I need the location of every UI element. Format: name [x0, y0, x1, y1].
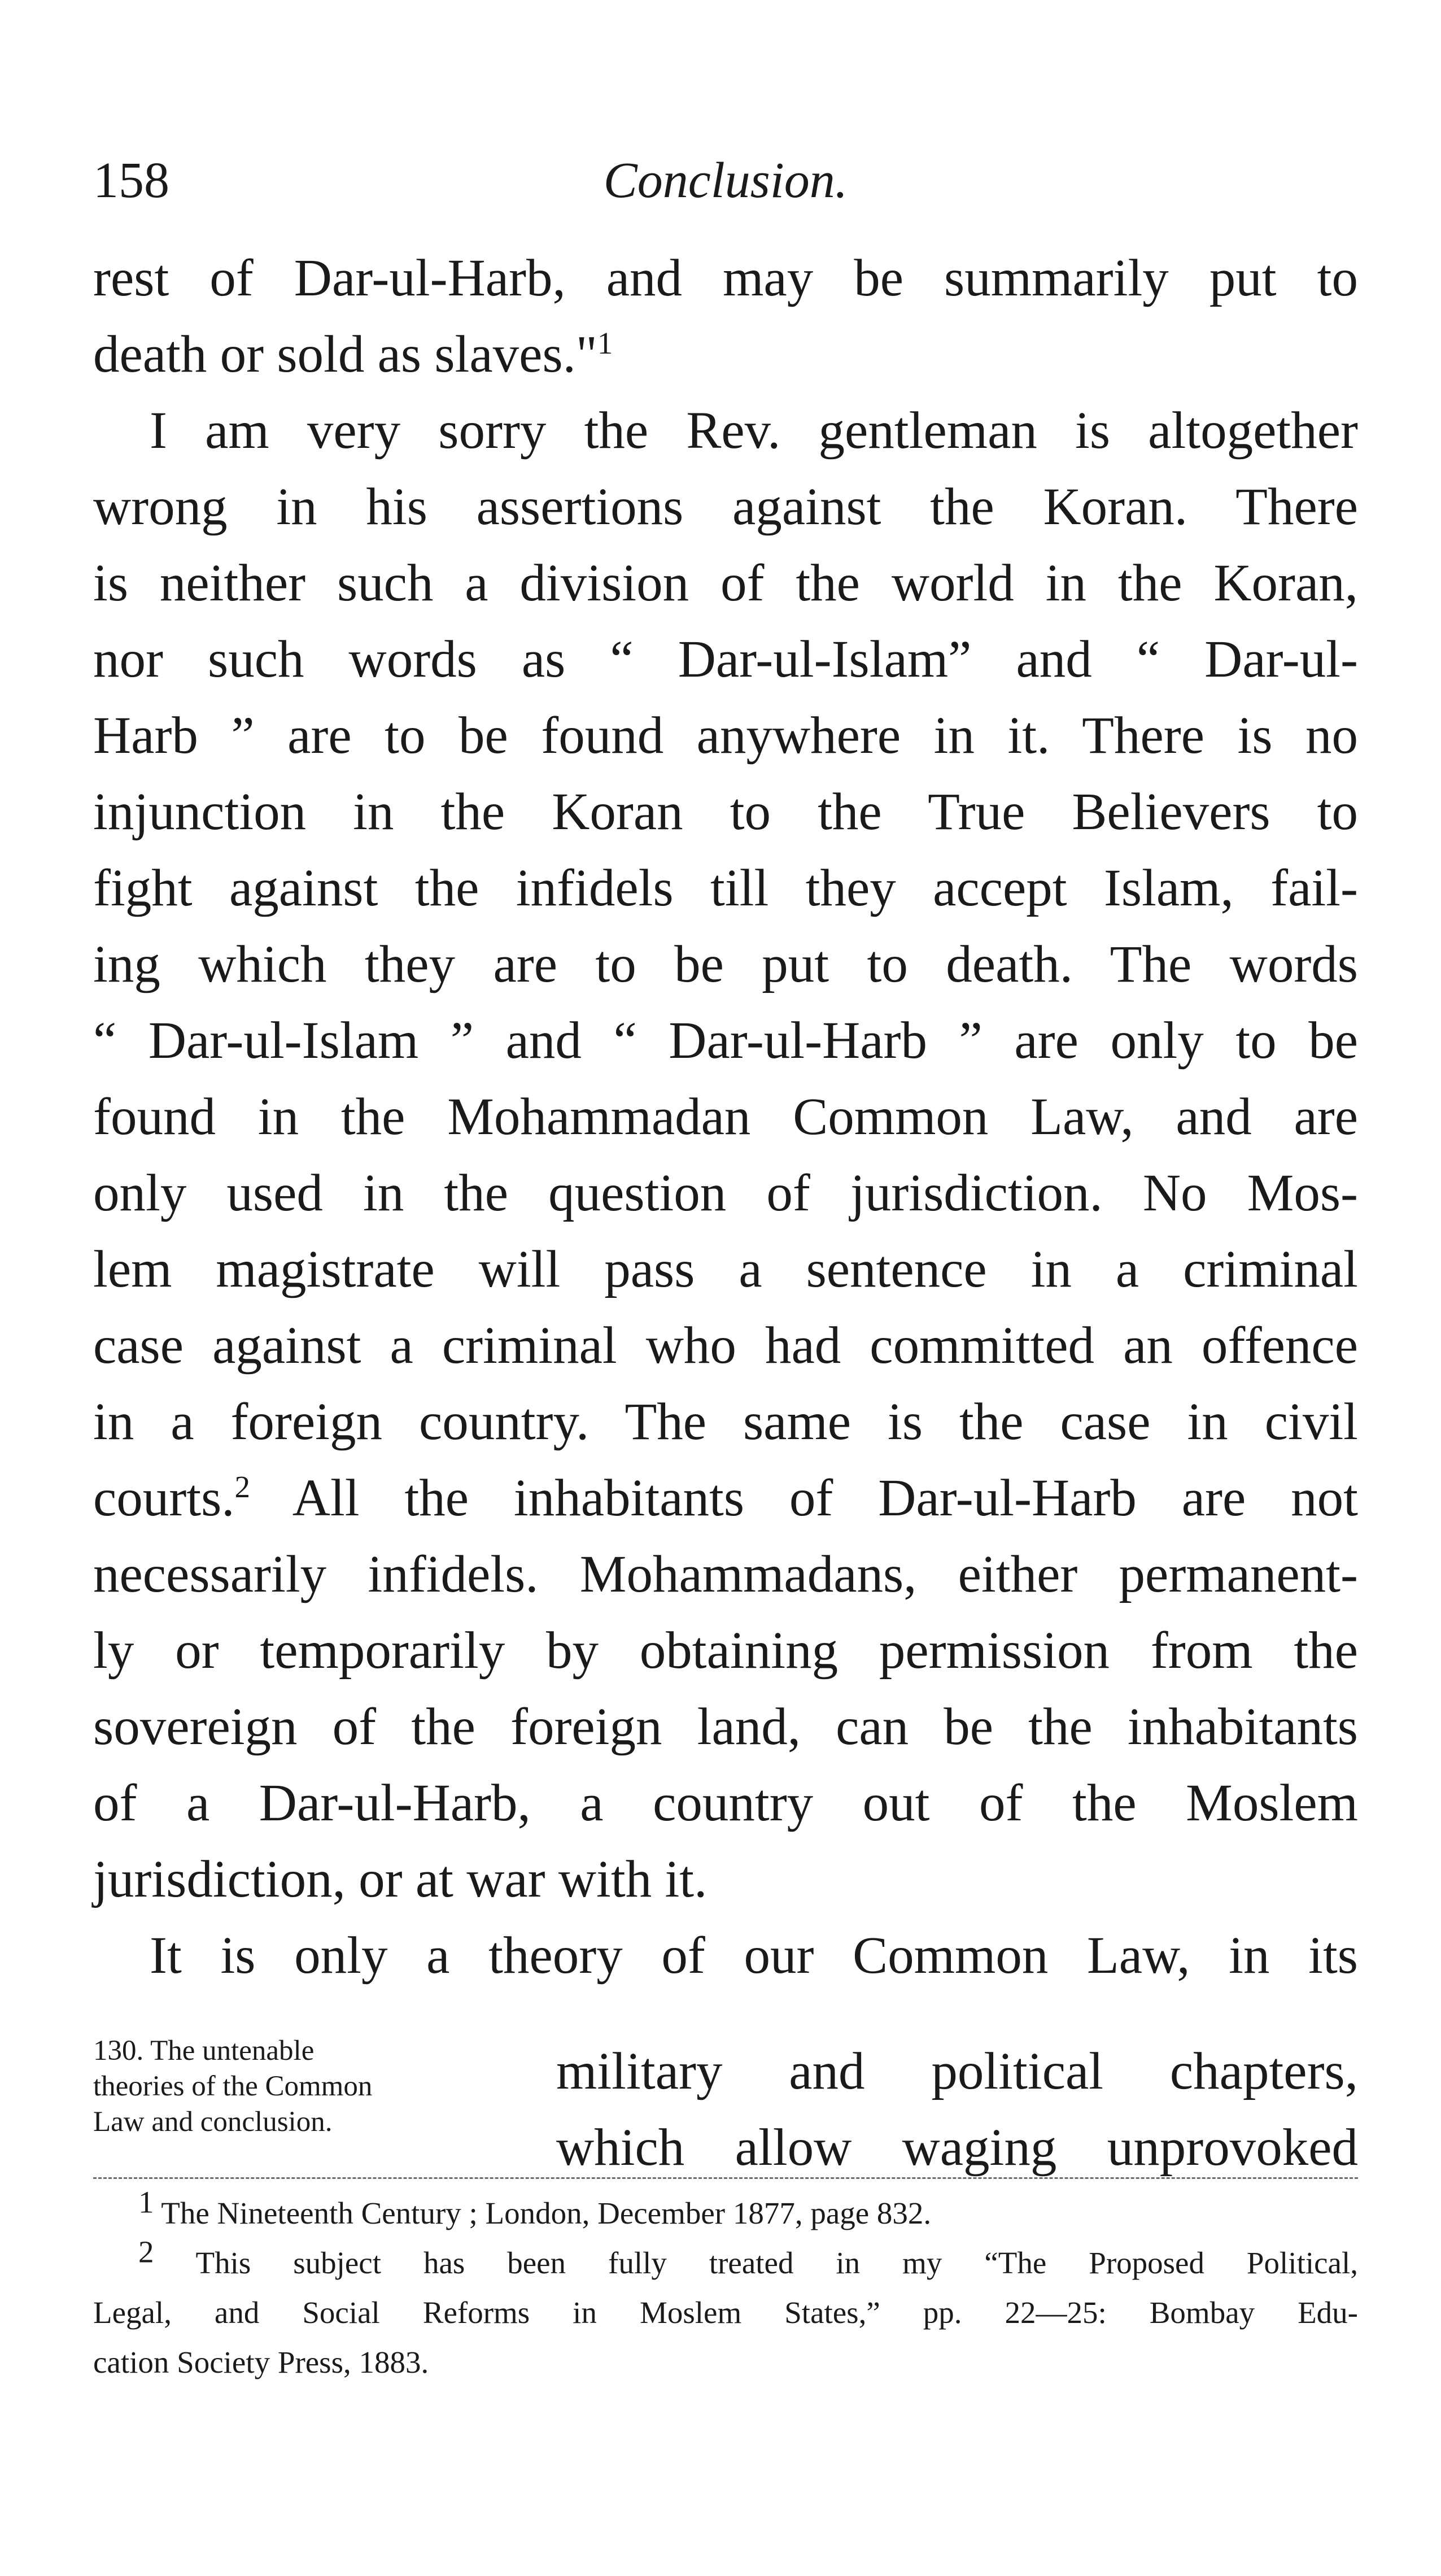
- footnote-line: cation Society Press, 1883.: [93, 2345, 429, 2379]
- text-line: in a foreign country. The same is the case in civil: [93, 1393, 1358, 1451]
- text-line: “ Dar-ul-Islam ” and “ Dar-ul-Harb ” are only to be: [93, 1012, 1358, 1070]
- footnotes: [93, 2185, 1358, 2387]
- text-line: lem magistrate will pass a sentence in a criminal: [93, 1240, 1358, 1298]
- text-line: fight against the infidels till they accept Islam, fail-: [93, 859, 1358, 917]
- marginal-note: [93, 2033, 522, 2140]
- footnote-1: [93, 2185, 1358, 2238]
- text-line: ly or temporarily by obtaining permission from the: [93, 1622, 1358, 1680]
- footnote-rule: [93, 2177, 1358, 2179]
- page-number: 158: [93, 152, 169, 208]
- marginal-note-line: 130. The untenable: [93, 2035, 315, 2067]
- running-head: [93, 150, 1358, 212]
- text-line: which allow waging unprovoked: [556, 2119, 1358, 2177]
- text-line: rest of Dar-ul-Harb, and may be summarily put to: [93, 249, 1358, 307]
- text-line: necessarily infidels. Mohammadans, either permanent-: [93, 1545, 1358, 1603]
- sidenote-block: [93, 2033, 1358, 2186]
- text-line: military and political chapters,: [556, 2042, 1358, 2100]
- text-line: sovereign of the foreign land, can be the inhabitants: [93, 1698, 1358, 1756]
- footnote-2: [93, 2234, 1358, 2387]
- marginal-note-line: Law and conclusion.: [93, 2106, 333, 2138]
- sidenote-adjacent-text: [556, 2033, 1358, 2186]
- footnote-ref: 1: [597, 326, 613, 360]
- text-line: Harb ” are to be found anywhere in it. There is no: [93, 707, 1358, 765]
- text-line: case against a criminal who had committed an offence: [93, 1317, 1358, 1375]
- text-line: death or sold as slaves."$^1$: [93, 325, 613, 383]
- text-line: courts.$^2$ All the inhabitants of Dar-ul-Harb are not: [93, 1469, 1358, 1527]
- text-line: is neither such a division of the world in the Koran,: [93, 554, 1358, 612]
- footnote-line: 2 This subject has been fully treated in my “The Proposed Political,: [138, 2234, 1358, 2280]
- text-line: of a Dar-ul-Harb, a country out of the Moslem: [93, 1774, 1358, 1832]
- text-line: jurisdiction, or at war with it.: [93, 1850, 708, 1908]
- footnote-ref: 2: [234, 1470, 251, 1504]
- marginal-note-line: theories of the Common: [93, 2071, 373, 2102]
- text-line: wrong in his assertions against the Koran. There: [93, 478, 1358, 536]
- text-line: It is only a theory of our Common Law, in its: [150, 1926, 1358, 1985]
- text-line: injunction in the Koran to the True Believers to: [93, 783, 1358, 841]
- text-line: I am very sorry the Rev. gentleman is altogether: [150, 402, 1358, 460]
- text-line: nor such words as “ Dar-ul-Islam” and “ Dar-ul-: [93, 630, 1358, 688]
- text-line: ing which they are to be put to death. The words: [93, 935, 1358, 993]
- running-title: Conclusion.: [603, 152, 848, 208]
- footnote-line: Legal, and Social Reforms in Moslem States,” pp. 22—25: Bombay Edu-: [93, 2295, 1358, 2330]
- footnote-marker: 1: [138, 2185, 154, 2220]
- footnote-marker: 2: [138, 2234, 154, 2269]
- text-line: only used in the question of jurisdiction. No Mos-: [93, 1164, 1358, 1222]
- footnote-line: 1 The Nineteenth Century ; London, December 1877, page 832.: [138, 2185, 932, 2230]
- body-text: [93, 240, 1358, 1994]
- text-line: found in the Mohammadan Common Law, and are: [93, 1088, 1358, 1146]
